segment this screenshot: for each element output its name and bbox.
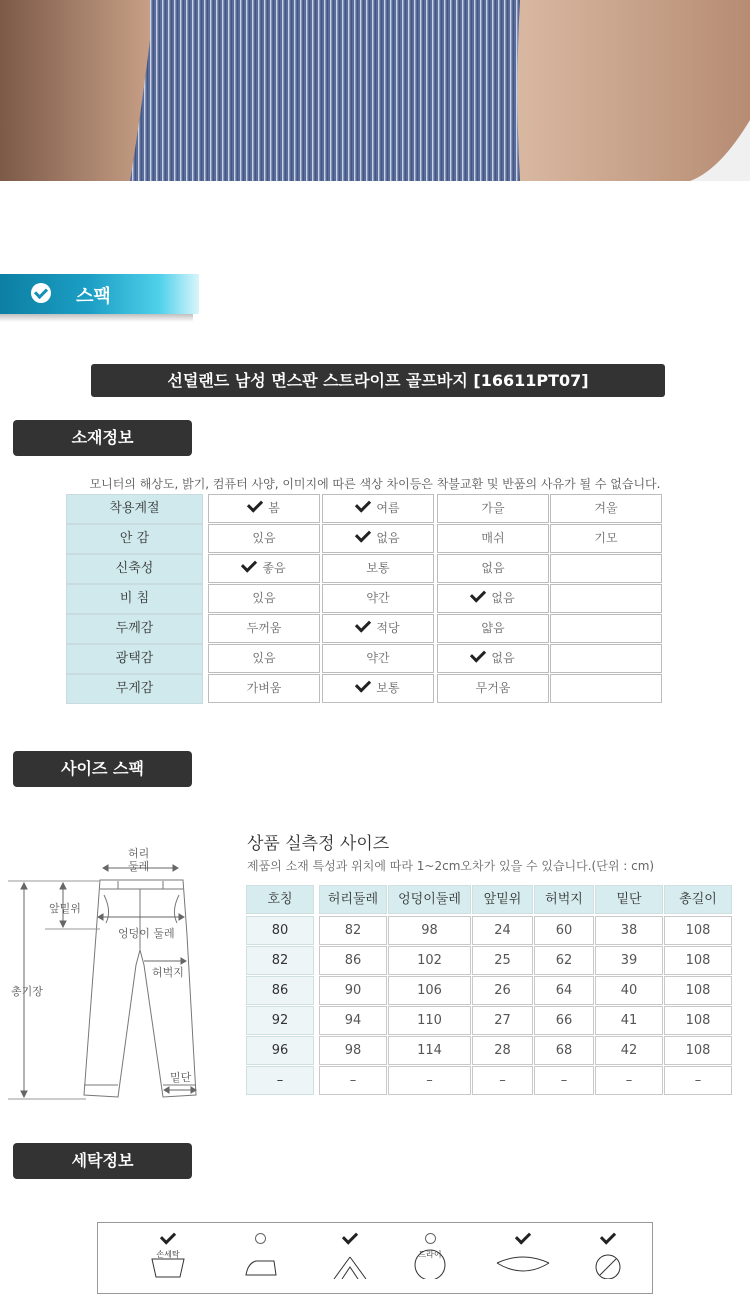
size-cell: – — [664, 1066, 732, 1095]
material-cell-text: 여름 — [376, 501, 400, 515]
bleach-triangle-icon — [320, 1245, 380, 1283]
material-cell — [437, 494, 549, 523]
size-cell: 114 — [388, 1036, 471, 1065]
material-cell — [208, 674, 320, 703]
material-cell — [322, 554, 434, 583]
iron-icon — [230, 1245, 290, 1283]
material-cell — [437, 524, 549, 553]
wash-mark — [400, 1229, 460, 1283]
material-cell — [550, 674, 662, 703]
material-row-label: 착용계절 — [66, 494, 203, 524]
material-cell-text: 겨울 — [594, 501, 618, 515]
circle-icon — [230, 1229, 290, 1245]
wash-mark — [320, 1229, 380, 1283]
material-cell — [550, 554, 662, 583]
size-cell: 27 — [472, 1006, 533, 1035]
material-row-label: 안 감 — [66, 524, 203, 554]
size-cell: 62 — [534, 946, 594, 975]
checkmark-icon — [247, 496, 263, 512]
checkmark-icon — [241, 556, 257, 572]
size-column-header: 허리둘레 — [319, 885, 387, 914]
size-cell: – — [388, 1066, 471, 1095]
hand-wash-icon — [138, 1245, 198, 1283]
size-cell: 26 — [472, 976, 533, 1005]
size-cell: 68 — [534, 1036, 594, 1065]
size-cell: 98 — [388, 916, 471, 945]
size-cell: 42 — [595, 1036, 663, 1065]
size-row-label: 92 — [246, 1006, 314, 1035]
size-table-note: 제품의 소재 특성과 위치에 따라 1~2cm오차가 있을 수 있습니다.(단위 : cm) — [247, 859, 655, 873]
size-row-label: 96 — [246, 1036, 314, 1065]
checkmark-icon — [470, 646, 486, 662]
wash-mark — [138, 1229, 198, 1283]
diagram-label-front-rise: 앞밑위 — [49, 902, 81, 915]
size-row-label: 80 — [246, 916, 314, 945]
size-cell: 108 — [664, 916, 732, 945]
spec-section-label: 스팩 — [76, 286, 111, 307]
checkmark-icon — [493, 1229, 553, 1245]
material-cell — [550, 644, 662, 673]
pants-measurement-diagram — [0, 845, 215, 1105]
material-cell-text: 보통 — [366, 561, 390, 575]
material-cell-text: 매쉬 — [481, 531, 505, 545]
size-cell: – — [534, 1066, 594, 1095]
checkmark-icon — [355, 496, 371, 512]
checkmark-icon — [355, 526, 371, 542]
material-cell — [322, 674, 434, 703]
material-cell — [322, 644, 434, 673]
material-cell-text: 기모 — [594, 531, 618, 545]
product-title: 선덜랜드 남성 면스판 스트라이프 골프바지 [16611PT07] — [91, 364, 665, 397]
diagram-label-thigh: 허벅지 — [152, 966, 184, 979]
material-cell-text: 보통 — [376, 681, 400, 695]
material-cell — [208, 614, 320, 643]
material-cell-text: 약간 — [366, 591, 390, 605]
spec-section-banner — [0, 274, 199, 314]
size-cell: 110 — [388, 1006, 471, 1035]
size-row-label: 82 — [246, 946, 314, 975]
size-cell: 41 — [595, 1006, 663, 1035]
material-cell — [208, 644, 320, 673]
size-cell: 102 — [388, 946, 471, 975]
size-cell: 86 — [319, 946, 387, 975]
size-cell: 40 — [595, 976, 663, 1005]
material-row-label: 비 침 — [66, 584, 203, 614]
diagram-label-hip: 엉덩이 둘레 — [118, 927, 175, 940]
diagram-label-waist: 허리 둘레 — [128, 847, 150, 873]
checkmark-icon — [138, 1229, 198, 1245]
dry-clean-icon — [400, 1245, 460, 1283]
diagram-label-total-length: 총기장 — [11, 985, 43, 998]
banner-shadow — [0, 314, 193, 322]
material-cell — [322, 584, 434, 613]
material-cell-text: 얇음 — [481, 621, 505, 635]
size-cell: 66 — [534, 1006, 594, 1035]
material-cell — [550, 524, 662, 553]
material-cell — [550, 584, 662, 613]
material-cell — [437, 584, 549, 613]
material-cell — [437, 674, 549, 703]
product-photo — [0, 0, 750, 181]
size-cell: 39 — [595, 946, 663, 975]
size-cell: 106 — [388, 976, 471, 1005]
material-cell-text: 있음 — [252, 651, 276, 665]
size-cell: 108 — [664, 1006, 732, 1035]
material-cell — [208, 554, 320, 583]
size-cell: 90 — [319, 976, 387, 1005]
color-disclaimer: 모니터의 해상도, 밝기, 컴퓨터 사양, 이미지에 따른 색상 차이등은 착불교환 및 반품의 사유가 될 수 없습니다. — [89, 477, 661, 491]
checkmark-icon — [320, 1229, 380, 1245]
wring-icon — [493, 1245, 553, 1283]
material-cell-text: 있음 — [252, 591, 276, 605]
size-row-label: – — [246, 1066, 314, 1095]
material-cell — [322, 614, 434, 643]
size-cell: 108 — [664, 1036, 732, 1065]
material-cell — [550, 614, 662, 643]
wash-mark — [493, 1229, 553, 1283]
wash-info-heading: 세탁정보 — [13, 1143, 192, 1179]
size-cell: – — [595, 1066, 663, 1095]
size-column-header: 밑단 — [595, 885, 663, 914]
material-cell-text: 적당 — [376, 621, 400, 635]
material-cell — [550, 494, 662, 523]
size-cell: 98 — [319, 1036, 387, 1065]
wash-mark-label: 드라이 — [418, 1250, 442, 1259]
material-cell-text: 있음 — [252, 531, 276, 545]
material-cell-text: 없음 — [481, 561, 505, 575]
material-row-label: 무게감 — [66, 674, 203, 704]
size-cell: – — [472, 1066, 533, 1095]
material-cell — [322, 494, 434, 523]
material-cell-text: 없음 — [491, 651, 515, 665]
size-cell: 108 — [664, 976, 732, 1005]
size-cell: 64 — [534, 976, 594, 1005]
circle-icon — [400, 1229, 460, 1245]
size-column-header: 호칭 — [246, 885, 314, 914]
diagram-label-hem: 밑단 — [170, 1071, 192, 1084]
size-column-header: 앞밑위 — [472, 885, 533, 914]
wash-mark — [230, 1229, 290, 1283]
size-cell: 60 — [534, 916, 594, 945]
material-cell-text: 좋음 — [262, 561, 286, 575]
size-column-header: 엉덩이둘레 — [388, 885, 471, 914]
material-cell — [208, 494, 320, 523]
material-row-label: 광택감 — [66, 644, 203, 674]
material-cell-text: 가벼움 — [246, 681, 282, 695]
wash-mark-label: 손세탁 — [156, 1250, 180, 1259]
wash-mark — [578, 1229, 638, 1283]
size-spec-heading: 사이즈 스팩 — [13, 751, 192, 787]
material-cell — [322, 524, 434, 553]
size-table-title: 상품 실측정 사이즈 — [247, 834, 390, 854]
checkmark-icon — [355, 676, 371, 692]
material-cell-text: 두꺼움 — [246, 621, 282, 635]
material-cell — [437, 554, 549, 583]
checkmark-icon — [578, 1229, 638, 1245]
material-cell — [208, 584, 320, 613]
checkmark-icon — [355, 616, 371, 632]
size-cell: 24 — [472, 916, 533, 945]
size-cell: 82 — [319, 916, 387, 945]
material-cell — [208, 524, 320, 553]
sun-dry-icon — [578, 1245, 638, 1283]
size-cell: 38 — [595, 916, 663, 945]
size-cell: 94 — [319, 1006, 387, 1035]
checkmark-icon — [470, 586, 486, 602]
wash-symbols-box — [97, 1222, 653, 1294]
material-cell-text: 봄 — [268, 501, 280, 515]
material-row-label: 두께감 — [66, 614, 203, 644]
size-column-header: 허벅지 — [534, 885, 594, 914]
material-row-label: 신축성 — [66, 554, 203, 584]
size-column-header: 총길이 — [664, 885, 732, 914]
size-cell: – — [319, 1066, 387, 1095]
material-cell — [437, 614, 549, 643]
size-cell: 25 — [472, 946, 533, 975]
material-cell-text: 가을 — [481, 501, 505, 515]
size-row-label: 86 — [246, 976, 314, 1005]
material-cell-text: 무거움 — [475, 681, 511, 695]
material-cell-text: 약간 — [366, 651, 390, 665]
size-cell: 108 — [664, 946, 732, 975]
material-cell — [437, 644, 549, 673]
material-info-heading: 소재정보 — [13, 420, 192, 456]
size-cell: 28 — [472, 1036, 533, 1065]
material-cell-text: 없음 — [376, 531, 400, 545]
checkmark-icon — [31, 283, 51, 303]
material-cell-text: 없음 — [491, 591, 515, 605]
